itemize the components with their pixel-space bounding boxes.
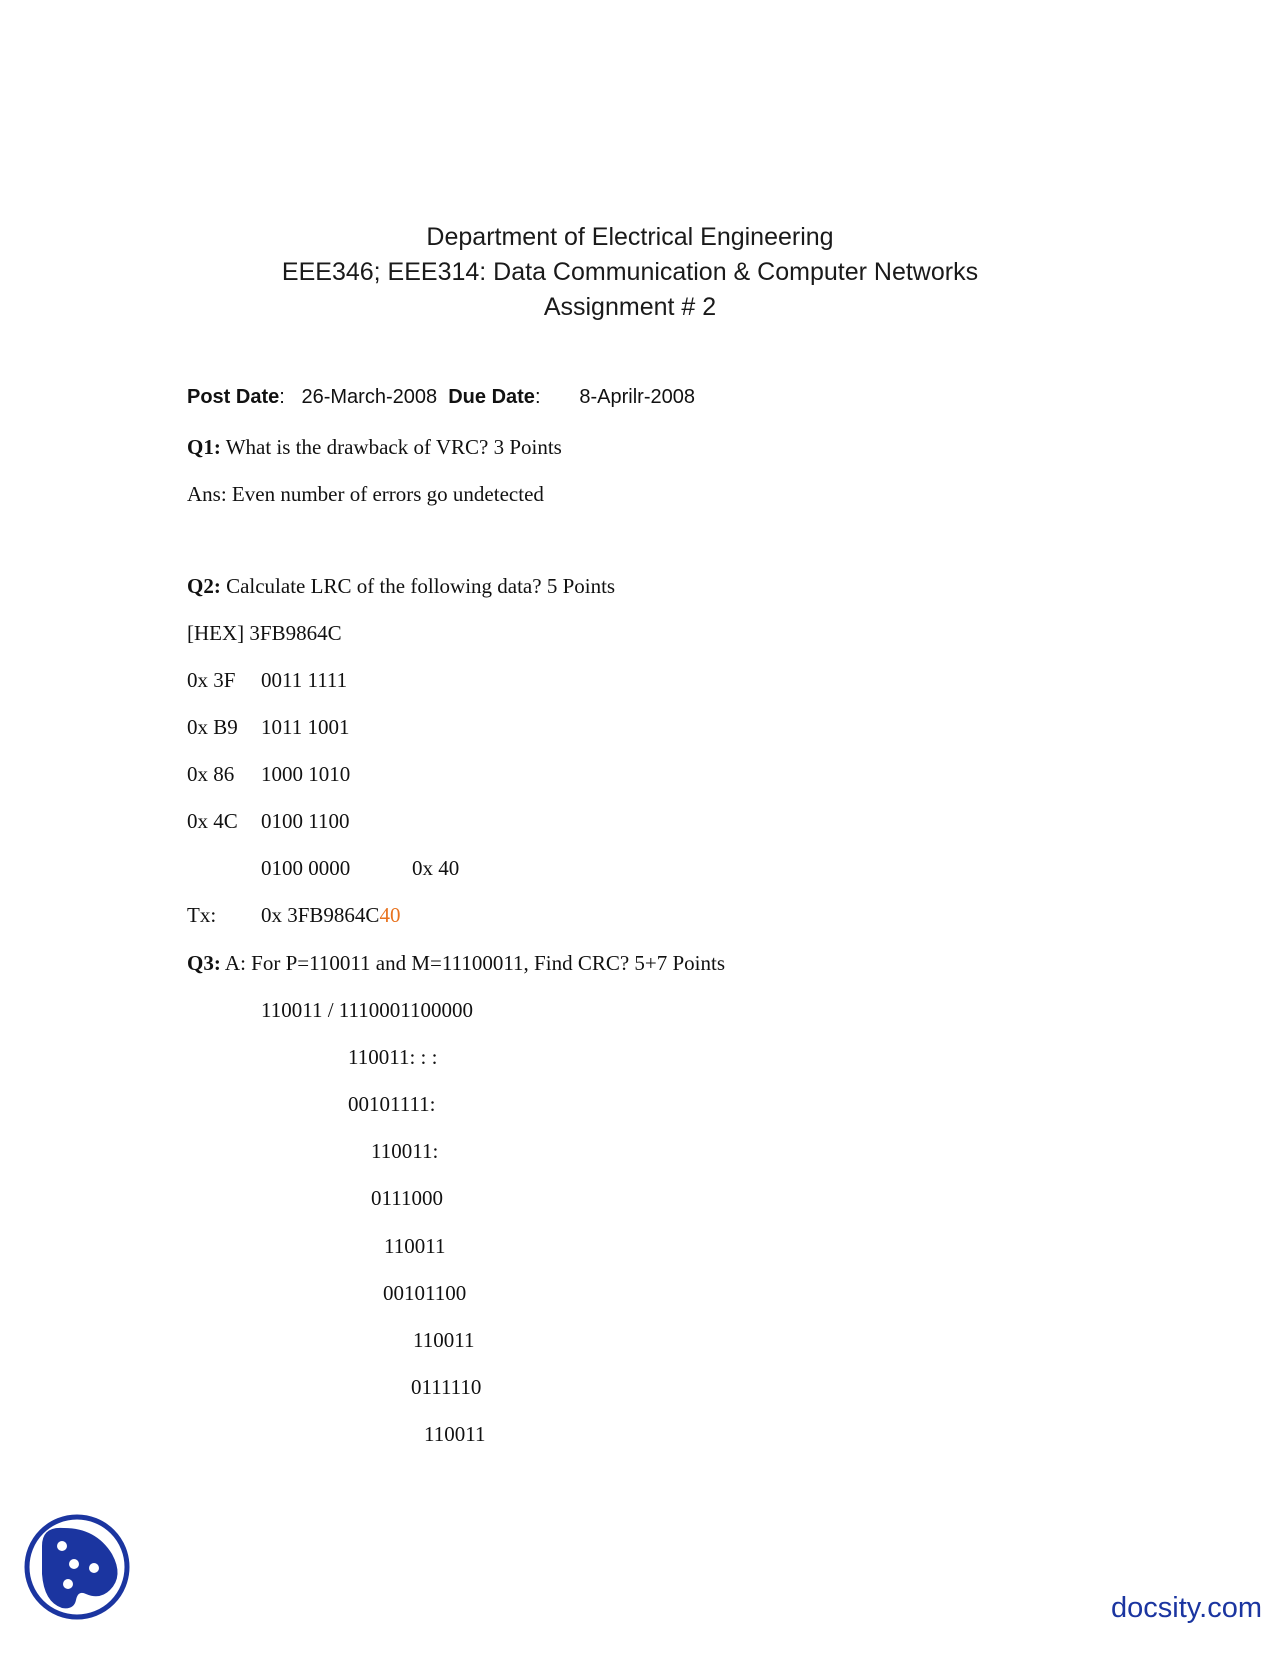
docsity-logo-icon bbox=[22, 1512, 132, 1622]
dates-line: Post Date: 26-March-2008 Due Date: 8-Aprilr-2008 bbox=[187, 386, 695, 408]
q2-question bbox=[187, 574, 615, 598]
crc-step: 110011 bbox=[424, 1422, 486, 1446]
q2-data: [HEX] 3FB9864C bbox=[187, 621, 342, 645]
crc-step: 0111000 bbox=[371, 1186, 443, 1210]
crc-step: 110011: : : bbox=[348, 1045, 438, 1069]
q2-text: Calculate LRC of the following data? 5 Points bbox=[226, 574, 616, 598]
due-date-value: 8-Aprilr-2008 bbox=[579, 386, 695, 408]
tx-lrc-suffix: 40 bbox=[379, 903, 401, 927]
hex-row-label: 0x 4C bbox=[187, 809, 238, 833]
q3-text: A: For P=110011 and M=11100011, Find CRC? 5+7 Points bbox=[224, 951, 726, 975]
due-date-label: Due Date bbox=[448, 386, 535, 408]
q3-label: Q3: bbox=[187, 951, 221, 975]
lrc-hex: 0x 40 bbox=[412, 856, 460, 880]
crc-step: 110011: bbox=[371, 1139, 439, 1163]
post-date-label: Post Date bbox=[187, 386, 280, 408]
assignment-title: Assignment # 2 bbox=[543, 293, 717, 321]
post-date-value: 26-March-2008 bbox=[301, 386, 438, 408]
crc-step: 110011 bbox=[384, 1234, 446, 1258]
hex-row-label: 0x 86 bbox=[187, 762, 235, 786]
tx-value bbox=[261, 903, 400, 927]
crc-division: 110011 / 1110001100000 bbox=[261, 998, 473, 1022]
crc-step: 00101111: bbox=[348, 1092, 436, 1116]
q1-answer: Ans: Even number of errors go undetected bbox=[187, 482, 544, 506]
q2-label: Q2: bbox=[187, 574, 221, 598]
bin-row-value: 1000 1010 bbox=[261, 762, 351, 786]
crc-step: 00101100 bbox=[383, 1281, 467, 1305]
tx-data: 0x 3FB9864C bbox=[261, 903, 380, 927]
lrc-binary: 0100 0000 bbox=[261, 856, 351, 880]
hex-row-label: 0x B9 bbox=[187, 715, 238, 739]
course-title: EEE346; EEE314: Data Communication & Computer Networks bbox=[281, 258, 979, 286]
bin-row-value: 0011 1111 bbox=[261, 668, 348, 692]
bin-row-value: 1011 1001 bbox=[261, 715, 350, 739]
hex-row-label: 0x 3F bbox=[187, 668, 236, 692]
q1-label: Q1: bbox=[187, 435, 221, 459]
q1-question bbox=[187, 435, 562, 459]
crc-step: 110011 bbox=[413, 1328, 475, 1352]
q1-text: What is the drawback of VRC? 3 Points bbox=[225, 435, 562, 459]
bin-row-value: 0100 1100 bbox=[261, 809, 350, 833]
department-title: Department of Electrical Engineering bbox=[426, 223, 834, 251]
tx-label: Tx: bbox=[187, 903, 217, 927]
docsity-brand[interactable]: docsity.com bbox=[1111, 1592, 1262, 1624]
crc-step: 0111110 bbox=[411, 1375, 482, 1399]
q3-question bbox=[187, 951, 725, 975]
